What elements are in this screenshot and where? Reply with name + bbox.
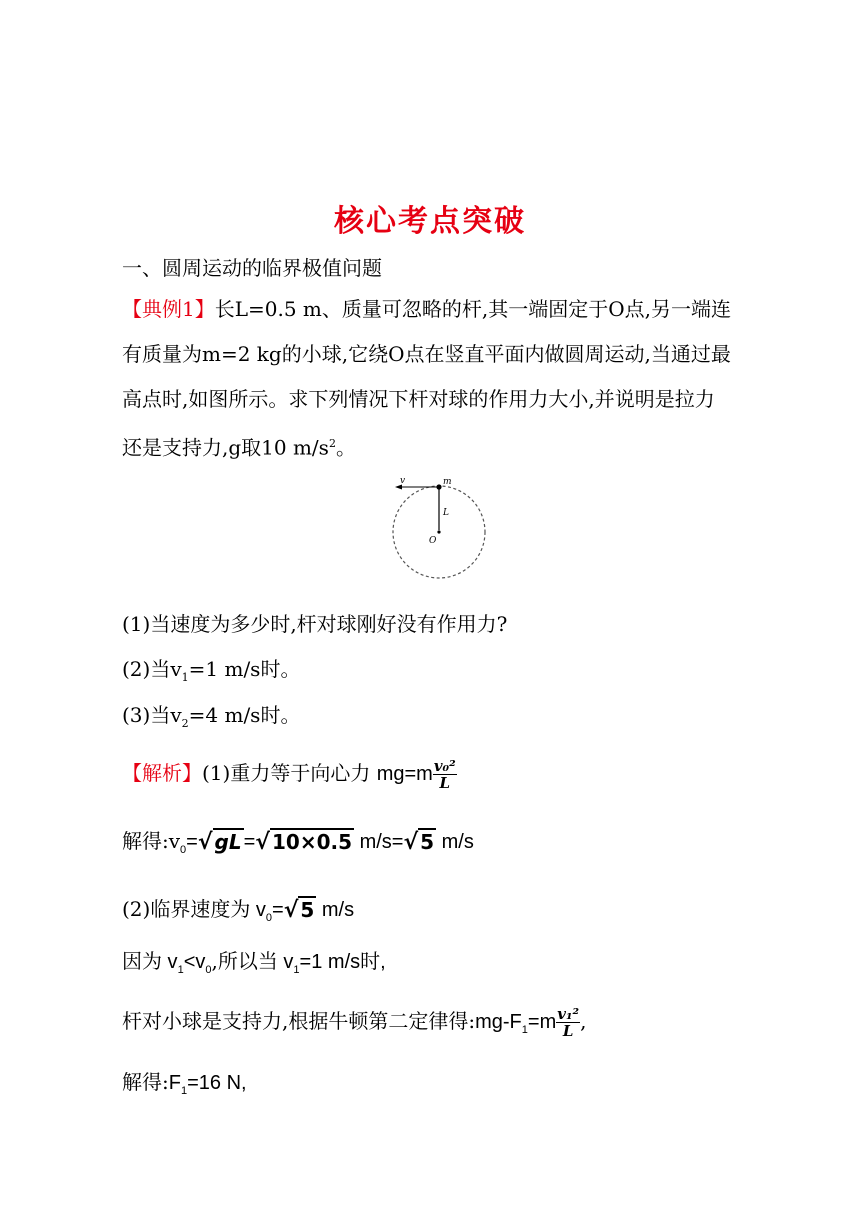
s2-eq2: = [243, 831, 256, 853]
solution-tag: 【解析】 [122, 761, 202, 785]
question-1: (1)当速度为多少时,杆对球刚好没有作用力? [122, 612, 508, 636]
s4-sub1: 1 [177, 964, 184, 976]
q2-pre: (2)当v [122, 657, 182, 681]
s2-pre: 解得:v [122, 829, 181, 853]
s2-unit: m/s [436, 831, 474, 853]
s3-v: v [250, 899, 266, 921]
s2-mid: m/s= [354, 831, 404, 853]
frac-num-2: v₁² [557, 1005, 580, 1023]
q3-pre: (3)当v [122, 703, 182, 727]
solution-line-6 [122, 1067, 247, 1106]
example-line-4 [122, 429, 356, 463]
sqrt-gL: √ gL [197, 830, 242, 855]
s5-post: , [580, 1009, 587, 1033]
example-line-2: 有质量为m=2 kg的小球,它绕O点在竖直平面内做圆周运动,当通过最 [122, 342, 731, 366]
s3-unit: m/s [316, 899, 355, 921]
sqrt-10x05: √ 10×0.5 [255, 830, 353, 855]
label-v: v [400, 476, 406, 486]
page-title: 核心考点突破 [334, 204, 526, 239]
question-3 [122, 700, 300, 739]
example-line-3: 高点时,如图所示。求下列情况下杆对球的作用力大小,并说明是拉力 [122, 387, 715, 411]
label-O: O [429, 536, 437, 546]
s5-sub: 1 [521, 1024, 528, 1036]
s4-pre: 因为 [122, 949, 162, 973]
rod-circle-figure [385, 472, 495, 584]
q2-post: =1 m/s时。 [188, 657, 301, 681]
fraction-v0-sq-over-L [433, 758, 457, 791]
formula-mg: mg=m [376, 763, 433, 785]
solution-text-1: (1)重力等于向心力 [202, 761, 371, 785]
s4-sub0: 0 [205, 964, 212, 976]
example-tag: 【典例1】 [122, 297, 215, 321]
s4-post: =1 m/s时, [299, 951, 386, 973]
solution-line-5 [122, 1006, 586, 1045]
rad-5-b: 5 [300, 898, 315, 922]
s5-pre: 杆对小球是支持力,根据牛顿第二定律得: [122, 1009, 476, 1033]
fraction-v1-sq-over-L [556, 1006, 580, 1039]
s3-pre: (2)临界速度为 [122, 897, 251, 921]
s3-sub: 0 [265, 912, 273, 924]
example-text-4: 还是支持力,g取10 m/s [122, 435, 329, 460]
s5-formula: mg-F [475, 1011, 522, 1033]
s4-lt: <v [183, 951, 206, 973]
s3-eq: = [272, 899, 284, 921]
period: 。 [335, 435, 356, 460]
s5-eq: =m [527, 1011, 557, 1033]
s4-v1b: v [277, 951, 294, 973]
s2-eq: = [186, 831, 198, 853]
q2-sub: 1 [181, 671, 189, 684]
frac-den: L [439, 774, 451, 792]
example-text-1: 长L=0.5 m、质量可忽略的杆,其一端固定于O点,另一端连 [214, 297, 732, 321]
rad-10x05: 10×0.5 [271, 830, 353, 854]
sqrt-5: √ 5 [403, 830, 435, 855]
sqrt-5-b: √ 5 [283, 898, 315, 923]
ball [436, 484, 441, 489]
rad-gL: gL [214, 830, 242, 854]
q3-sub: 2 [181, 717, 189, 730]
rad-5: 5 [420, 830, 435, 854]
example-line-1 [122, 294, 731, 324]
s4-v1: v [162, 951, 178, 973]
solution-line-4 [122, 946, 386, 985]
label-m: m [443, 477, 452, 487]
frac-num: v₀² [433, 757, 456, 775]
solution-line-2 [122, 826, 474, 865]
question-2 [122, 654, 300, 693]
solution-line-3 [122, 894, 354, 933]
s2-sub: 0 [180, 844, 187, 856]
label-L: L [443, 508, 449, 518]
exponent: 2 [328, 437, 336, 450]
section-heading: 一、圆周运动的临界极值问题 [122, 256, 382, 280]
s4-sub1b: 1 [293, 964, 300, 976]
s6-sub: 1 [180, 1085, 188, 1097]
q3-post: =4 m/s时。 [188, 703, 301, 727]
s6-post: =16 N, [187, 1072, 247, 1094]
solution-line-1 [122, 758, 457, 791]
frac-den-2: L [562, 1022, 574, 1040]
s6-F: F [168, 1072, 181, 1094]
s4-mid: ,所以当 [211, 949, 278, 973]
s6-pre: 解得: [122, 1070, 169, 1094]
pivot-point [437, 530, 440, 533]
